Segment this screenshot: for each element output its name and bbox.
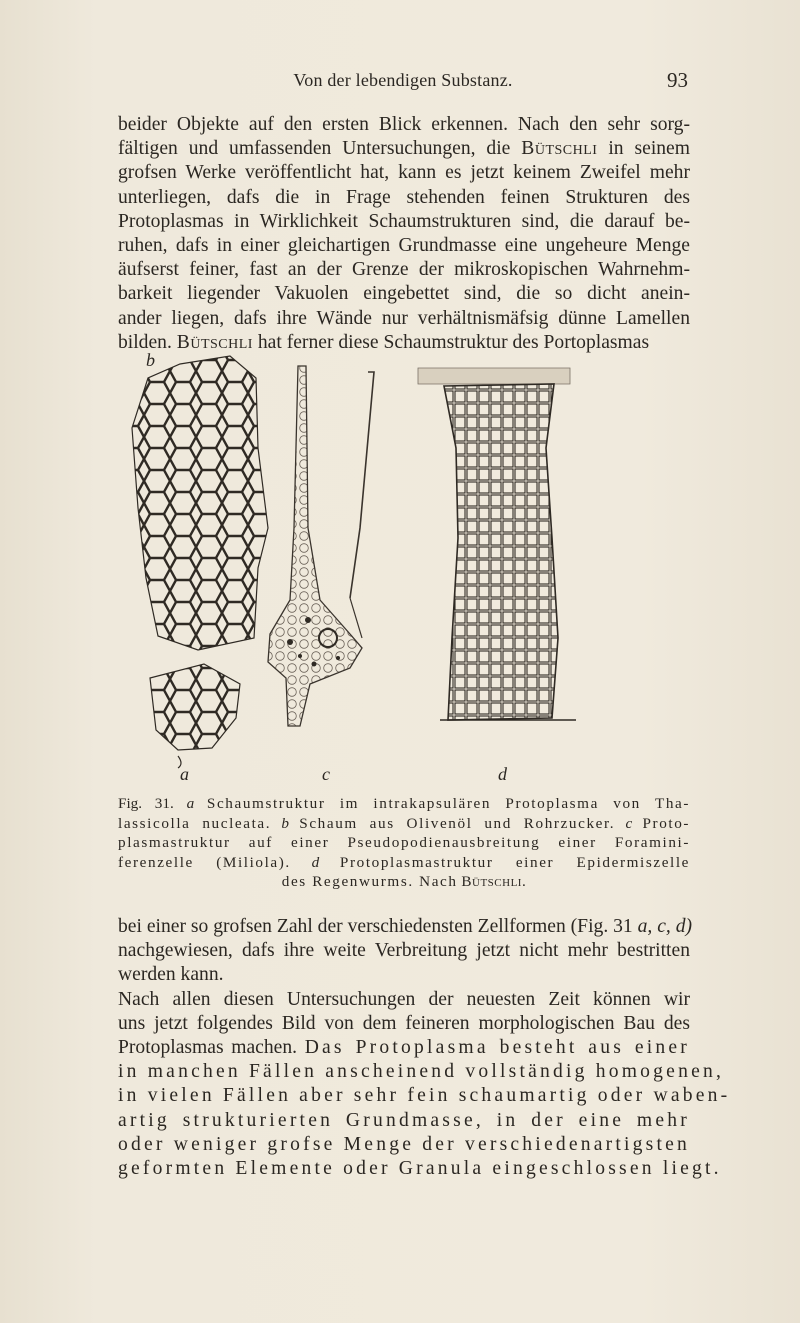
text-line: äufserst feiner, fast an der Grenze der mikroskopischen Wahrnehm- xyxy=(118,259,690,281)
figure-31 xyxy=(118,338,690,784)
paragraph-bottom xyxy=(118,915,731,1181)
text-line: unterliegen, dafs die in Frage stehenden feinen Strukturen des xyxy=(118,186,690,208)
author-name: Bütschli xyxy=(521,138,598,160)
text-line: Protoplasmas in Wirklichkeit Schaumstrukturen sind, die darauf be- xyxy=(118,210,690,232)
emphasized-line: artig strukturierten Grundmasse, in der eine mehr xyxy=(118,1109,690,1131)
text-line: barkeit liegender Vakuolen eingebettet sind, die so dicht anein- xyxy=(118,283,690,305)
caption-line: ferenzelle (Miliola). d Protoplasmastruktur einer Epidermiszelle xyxy=(118,853,691,871)
page-number: 93 xyxy=(667,68,688,92)
caption-line: lassicolla nucleata. b Schaum aus Olivenöl und Rohrzucker. c Proto- xyxy=(118,814,691,832)
text-line: bei einer so grofsen Zahl der verschiedensten Zellformen (Fig. 31 a, c, d) xyxy=(118,916,693,937)
text-line: ruhen, dafs in einer gleichartigen Grundmasse eine ungeheure Menge xyxy=(118,235,690,257)
text-line: uns jetzt folgendes Bild von dem feineren morphologischen Bau des xyxy=(118,1012,690,1034)
text-line: beider Objekte auf den ersten Blick erkennen. Nach den sehr sorg- xyxy=(118,114,690,135)
figure-label-b: b xyxy=(146,350,155,370)
figure-d xyxy=(418,368,576,720)
text-line: Protoplasmas machen. Das Protoplasma besteht aus einer xyxy=(118,1037,691,1059)
running-title: Von der lebendigen Substanz. xyxy=(293,70,513,90)
page-header xyxy=(118,70,688,96)
figure-c xyxy=(268,366,374,726)
figure-label-d: d xyxy=(498,764,507,784)
figure-caption xyxy=(118,794,690,892)
author-name: Bütschli xyxy=(176,331,253,353)
figure-a-lower xyxy=(150,664,240,768)
figure-illustration xyxy=(118,338,690,778)
figure-label-c: c xyxy=(322,764,330,784)
text-line: grofsen Werke veröffentlicht hat, kann es jetzt keinem Zweifel mehr xyxy=(118,162,690,184)
emphasized-line: oder weniger grofse Menge der verschiedenartigsten xyxy=(118,1133,690,1155)
text-line: werden kann. xyxy=(118,964,224,986)
caption-line: Fig. 31. a Schaumstruktur im intrakapsulären Protoplasma von Tha- xyxy=(118,795,691,812)
paragraph-top xyxy=(118,113,690,355)
figure-reference: a, c, d) xyxy=(637,916,693,937)
emphasized-text: Das Protoplasma besteht aus einer xyxy=(304,1037,691,1059)
figure-a-upper xyxy=(132,356,268,650)
caption-line: des Regenwurms. Nach Bütschli. xyxy=(281,873,527,890)
figure-label-a: a xyxy=(180,764,189,784)
text-line: Nach allen diesen Untersuchungen der neuesten Zeit können wir xyxy=(118,988,690,1010)
text-line: bilden. Bütschli hat ferner diese Schaumstruktur des Portoplasmas xyxy=(118,331,650,353)
text-line: fältigen und umfassenden Untersuchungen, die Bütschli in seinem xyxy=(118,138,690,160)
text-line: ander liegen, dafs ihre Wände nur verhältnismäfsig dünne Lamellen xyxy=(118,307,690,329)
emphasized-line: in vielen Fällen aber sehr fein schaumartig oder waben- xyxy=(118,1085,731,1107)
emphasized-line: geformten Elemente oder Granula eingeschlossen liegt. xyxy=(118,1158,722,1180)
text-line: nachgewiesen, dafs ihre weite Verbreitung jetzt nicht mehr bestritten xyxy=(118,940,690,962)
emphasized-line: in manchen Fällen anscheinend vollständig homogenen, xyxy=(118,1061,725,1083)
caption-line: plasmastruktur auf einer Pseudopodienausbreitung einer Foramini- xyxy=(118,834,690,851)
